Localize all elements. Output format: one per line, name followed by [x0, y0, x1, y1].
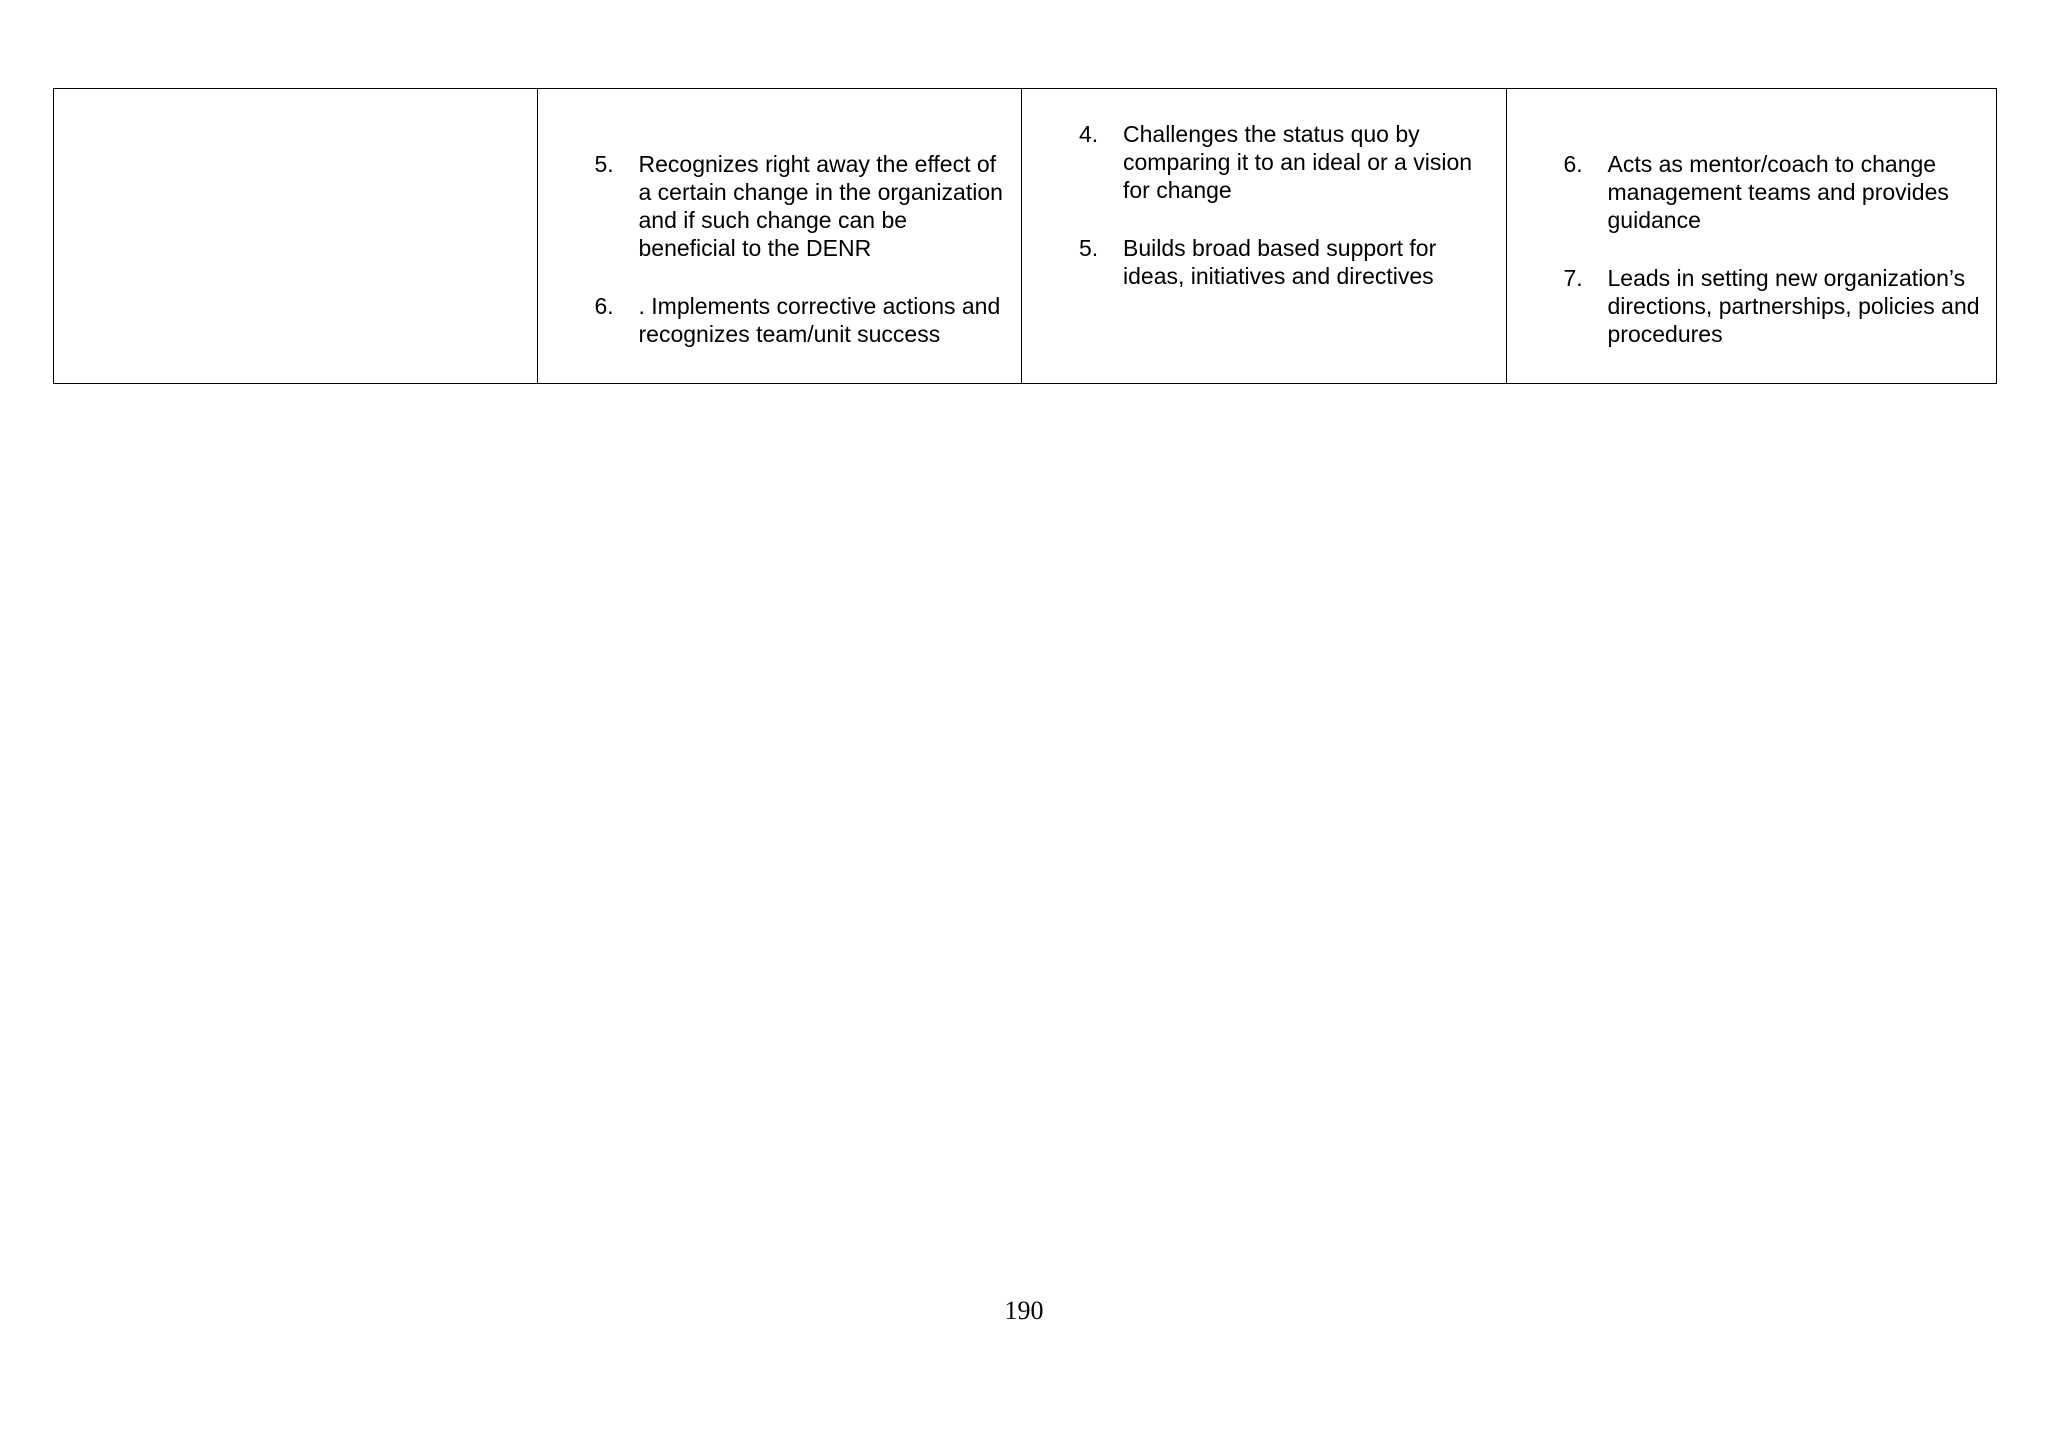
item-text: Challenges the status quo by comparing it to an ideal or a vision for change: [1123, 121, 1473, 203]
indicator-list: [1079, 120, 1489, 290]
list-item: [595, 150, 1005, 262]
list-item: [1079, 234, 1489, 290]
item-number: 6.: [1563, 151, 1583, 177]
item-number: 6.: [594, 293, 614, 319]
item-number: 4.: [1079, 121, 1099, 147]
item-number: 5.: [1079, 235, 1099, 261]
indicator-list: [595, 150, 1005, 348]
list-item: [1564, 264, 1984, 348]
item-text: Builds broad based support for ideas, initiatives and directives: [1123, 235, 1437, 289]
table-cell-1: [54, 89, 538, 383]
table-cell-4: [1507, 89, 1997, 383]
item-number: 5.: [594, 151, 614, 177]
list-item: [1564, 150, 1984, 234]
item-text: Recognizes right away the effect of a certain change in the organization and if such change can be beneficial to the DENR: [638, 151, 1003, 261]
item-text: . Implements corrective actions and recognizes team/unit success: [638, 293, 1001, 347]
indicator-list: [1564, 150, 1984, 348]
competency-table: [53, 88, 1997, 384]
table-cell-2: [538, 89, 1023, 383]
list-item: [1079, 120, 1489, 204]
page-number: 190: [1004, 1296, 1044, 1325]
item-text: Leads in setting new organization’s directions, partnerships, policies and procedures: [1607, 265, 1980, 347]
table-cell-3: [1022, 89, 1507, 383]
item-number: 7.: [1563, 265, 1583, 291]
item-text: Acts as mentor/coach to change management teams and provides guidance: [1607, 151, 1949, 233]
list-item: [595, 292, 1005, 348]
